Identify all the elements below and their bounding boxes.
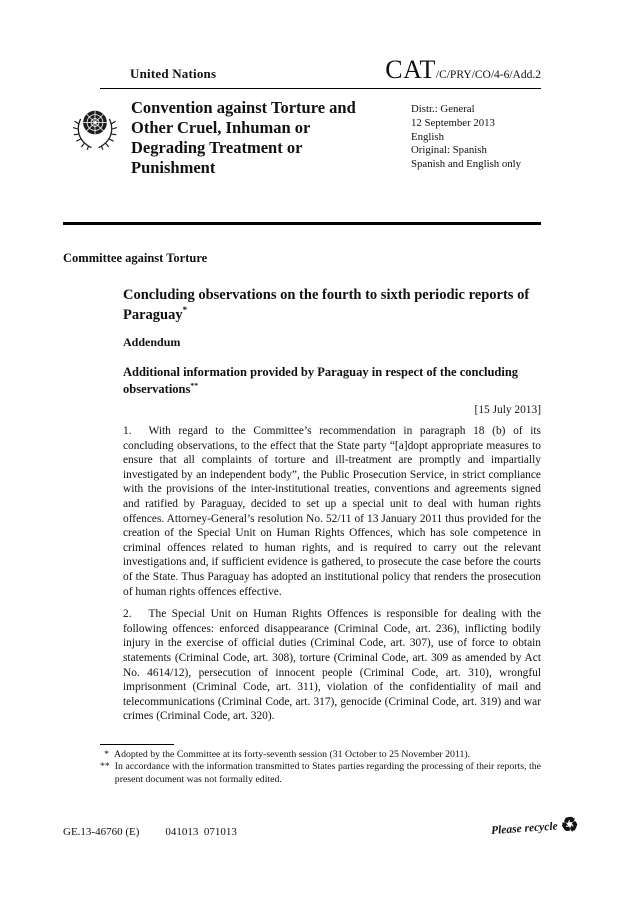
paragraph-1-number: 1. <box>123 425 132 437</box>
subtitle-footnote-marker: ** <box>190 380 199 390</box>
document-symbol-main: CAT <box>385 55 436 84</box>
page-footer <box>63 814 580 839</box>
date-line: 12 September 2013 <box>411 116 495 129</box>
report-title <box>123 286 541 325</box>
addendum-label: Addendum <box>123 335 181 349</box>
footnote-1-text: Adopted by the Committee at its forty-seventh session (31 October to 25 November 2011). <box>114 749 471 760</box>
paragraph-1-text: With regard to the Committee’s recommendation in paragraph 18 (b) of its concluding observations, to the effect that the State party “[a]dopt appropriate measures to ensure that all complaints of torture and ill-treatment are promptly and impartially investigated by an independent body”, the Public Prosecution Service, in strict compliance with the provisions of the inter-institutional treaties, conventions and agreements signed and ratified by Paraguay, decided to set up a special unit to deal with human rights offences. Attorney-General’s resolution No. 52/11 of 13 January 2011 thus provided for the creation of the Special Unit on Human Rights Offences, which has sole competence in criminal offences related to human rights, and is required to carry out the relevant investigations and, if sufficient evidence is gathered, to prosecute the case before the courts of the State. Thus Paraguay has adopted an institutional policy that renders the prosecution of human rights offences effective. <box>123 425 541 598</box>
paragraph-1 <box>123 424 541 599</box>
paragraph-2 <box>123 607 541 724</box>
footnote-2-marker: ** <box>100 761 110 773</box>
document-symbol-suffix: /C/PRY/CO/4-6/Add.2 <box>435 69 541 81</box>
please-recycle <box>491 815 580 841</box>
ge-number: GE.13-46760 (E) <box>63 826 140 839</box>
org-name: United Nations <box>130 66 217 81</box>
committee-name: Committee against Torture <box>63 251 208 265</box>
masthead <box>63 55 541 85</box>
footnote-1 <box>100 749 541 761</box>
footnote-2-text: In accordance with the information transmitted to States parties regarding the processing of their reports, the present document was not formally edited. <box>114 761 541 785</box>
recycle-label: Please recycle <box>491 820 559 838</box>
original-line: Original: Spanish <box>411 144 487 157</box>
title-footnote-marker: * <box>182 304 188 315</box>
distribution-block <box>411 98 541 178</box>
page-bottom <box>63 744 580 839</box>
print-dates: 041013 071013 <box>165 826 237 839</box>
document-header <box>63 98 541 178</box>
header-rule <box>63 222 541 225</box>
footnote-2 <box>100 761 541 786</box>
recycle-icon: ♻ <box>560 814 580 838</box>
footnote-1-marker: * <box>104 749 109 760</box>
paragraph-2-number: 2. <box>123 608 132 621</box>
content-body <box>123 286 541 724</box>
distr-line: Distr.: General <box>411 103 475 115</box>
report-title-text: Concluding observations on the fourth to sixth periodic reports of Paraguay <box>123 287 530 323</box>
report-subtitle <box>123 364 541 398</box>
received-date: [15 July 2013] <box>474 404 541 416</box>
document-symbol <box>385 55 541 85</box>
un-emblem-icon <box>72 98 118 160</box>
masthead-rule <box>100 88 541 89</box>
paragraph-2-text: The Special Unit on Human Rights Offences is responsible for dealing with the following offences: enforced disappearance (Criminal Code, art. 236), inflicting bodily injury in the exercise of official duties (Criminal Code, art. 307), use of force to obtain statements (Criminal Code, art. 308), torture (Criminal Code, art. 309 as amended by Act No. 4614/12), persecution of innocent people (Criminal Code, art. 310), wrongful imprisonment (Criminal Code, art. 311), violation of the confidentiality of mail and telecommunications (Criminal Code, art. 317), genocide (Criminal Code, art. 319) and war crimes (Criminal Code, art. 320). <box>123 608 541 723</box>
report-subtitle-text: Additional information provided by Paraguay in respect of the concluding observations <box>123 365 519 396</box>
language-line: English <box>411 130 444 143</box>
availability-line: Spanish and English only <box>411 158 522 171</box>
treaty-title: Convention against Torture and Other Cruel, Inhuman or Degrading Treatment or Punishment <box>131 98 356 177</box>
document-code <box>63 826 237 838</box>
footnote-rule <box>100 744 174 745</box>
